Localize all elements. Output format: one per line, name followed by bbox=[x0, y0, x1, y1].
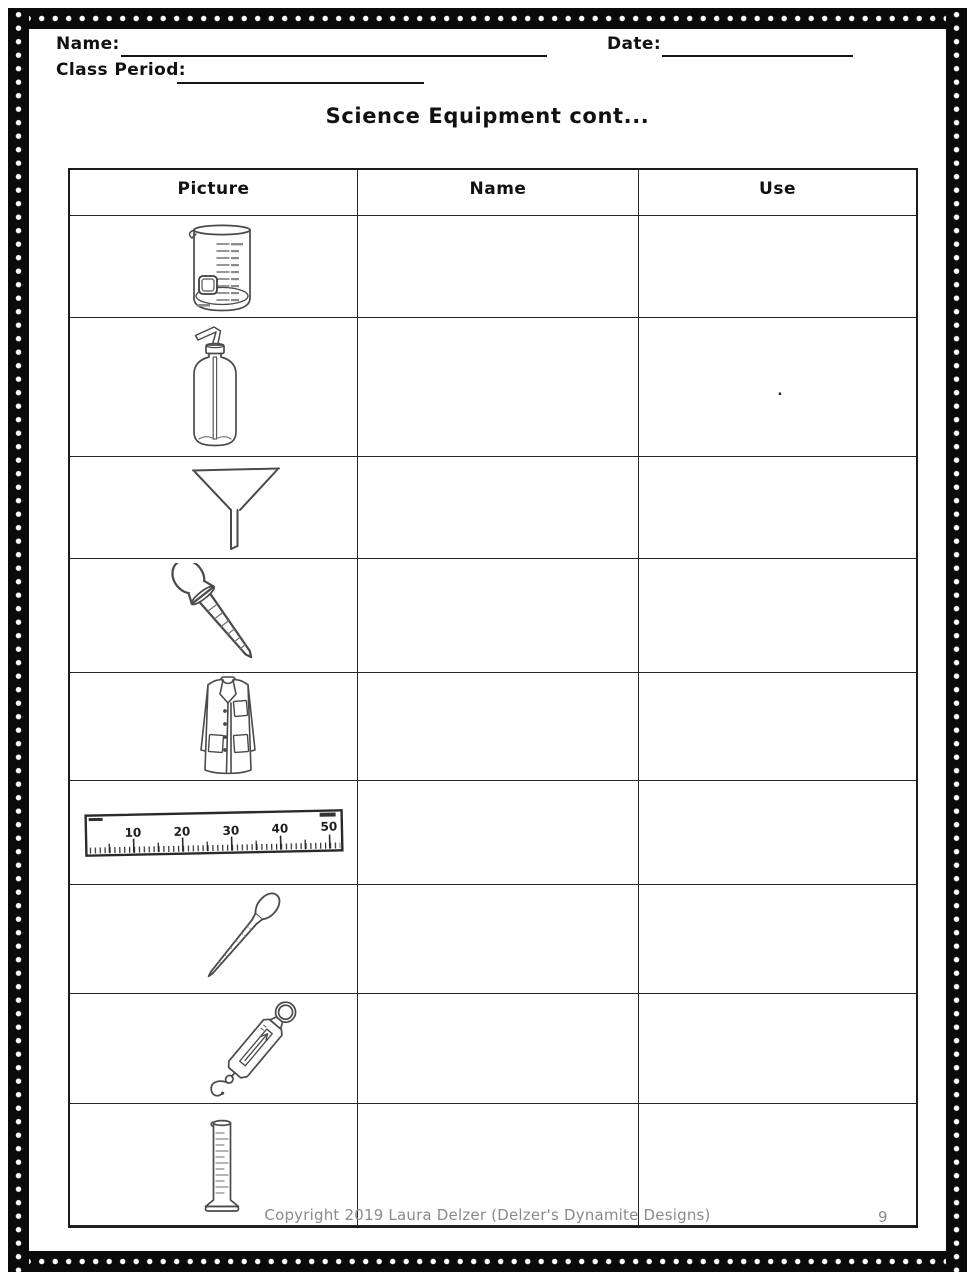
use-cell[interactable] bbox=[639, 216, 916, 318]
picture-cell-beaker bbox=[70, 216, 358, 318]
dotted-border-top bbox=[8, 8, 967, 29]
ruler-number-30: 30 bbox=[221, 822, 239, 838]
graduated-cylinder-icon bbox=[201, 1116, 243, 1214]
ruler-icon bbox=[82, 798, 345, 867]
name-cell[interactable] bbox=[358, 994, 639, 1104]
ruler-number-40: 40 bbox=[270, 820, 288, 836]
ruler-number-20: 20 bbox=[172, 823, 190, 839]
picture-cell-eye-dropper bbox=[70, 559, 358, 673]
name-cell[interactable] bbox=[358, 885, 639, 994]
spring-scale-icon bbox=[134, 996, 314, 1102]
dotted-border-left bbox=[8, 8, 29, 1272]
equipment-table bbox=[68, 168, 918, 1228]
page-title: Science Equipment cont... bbox=[325, 104, 650, 128]
name-cell[interactable] bbox=[358, 318, 639, 457]
name-cell[interactable] bbox=[358, 673, 639, 781]
name-cell[interactable] bbox=[358, 457, 639, 559]
date-field[interactable] bbox=[662, 55, 853, 57]
pipette-icon bbox=[129, 888, 299, 990]
column-header-name: Name bbox=[358, 170, 639, 216]
use-cell[interactable] bbox=[639, 781, 916, 885]
name-cell[interactable] bbox=[358, 559, 639, 673]
page-number: 9 bbox=[878, 1208, 888, 1226]
dotted-border-right bbox=[946, 8, 967, 1272]
use-cell[interactable] bbox=[639, 885, 916, 994]
column-header-use: Use bbox=[639, 170, 916, 216]
picture-cell-lab-coat bbox=[70, 673, 358, 781]
picture-cell-wash-bottle bbox=[70, 318, 358, 457]
name-cell[interactable] bbox=[358, 781, 639, 885]
column-header-picture: Picture bbox=[70, 170, 358, 216]
use-cell[interactable] bbox=[639, 559, 916, 673]
picture-cell-ruler bbox=[70, 781, 358, 885]
stray-dot: . bbox=[777, 384, 783, 400]
name-label: Name: bbox=[56, 34, 120, 54]
lab-coat-icon bbox=[190, 676, 266, 778]
use-cell[interactable] bbox=[639, 457, 916, 559]
name-field[interactable] bbox=[121, 55, 547, 57]
use-cell[interactable] bbox=[639, 673, 916, 781]
date-label: Date: bbox=[607, 34, 662, 54]
funnel-icon bbox=[188, 462, 284, 554]
use-cell[interactable] bbox=[639, 318, 916, 457]
use-cell[interactable] bbox=[639, 994, 916, 1104]
ruler-number-10: 10 bbox=[123, 825, 141, 840]
beaker-icon bbox=[183, 220, 261, 314]
eye-dropper-icon bbox=[154, 563, 309, 669]
name-cell[interactable] bbox=[358, 216, 639, 318]
class-period-label: Class Period: bbox=[56, 60, 186, 80]
copyright-text: Copyright 2019 Laura Delzer (Delzer's Dynamite Designs) bbox=[264, 1206, 711, 1224]
wash-bottle-icon bbox=[168, 324, 260, 450]
class-period-field[interactable] bbox=[177, 82, 424, 84]
ruler-number-50: 50 bbox=[319, 818, 337, 834]
picture-cell-funnel bbox=[70, 457, 358, 559]
picture-cell-spring-scale bbox=[70, 994, 358, 1104]
picture-cell-pipette bbox=[70, 885, 358, 994]
dotted-border-bottom bbox=[8, 1251, 967, 1272]
